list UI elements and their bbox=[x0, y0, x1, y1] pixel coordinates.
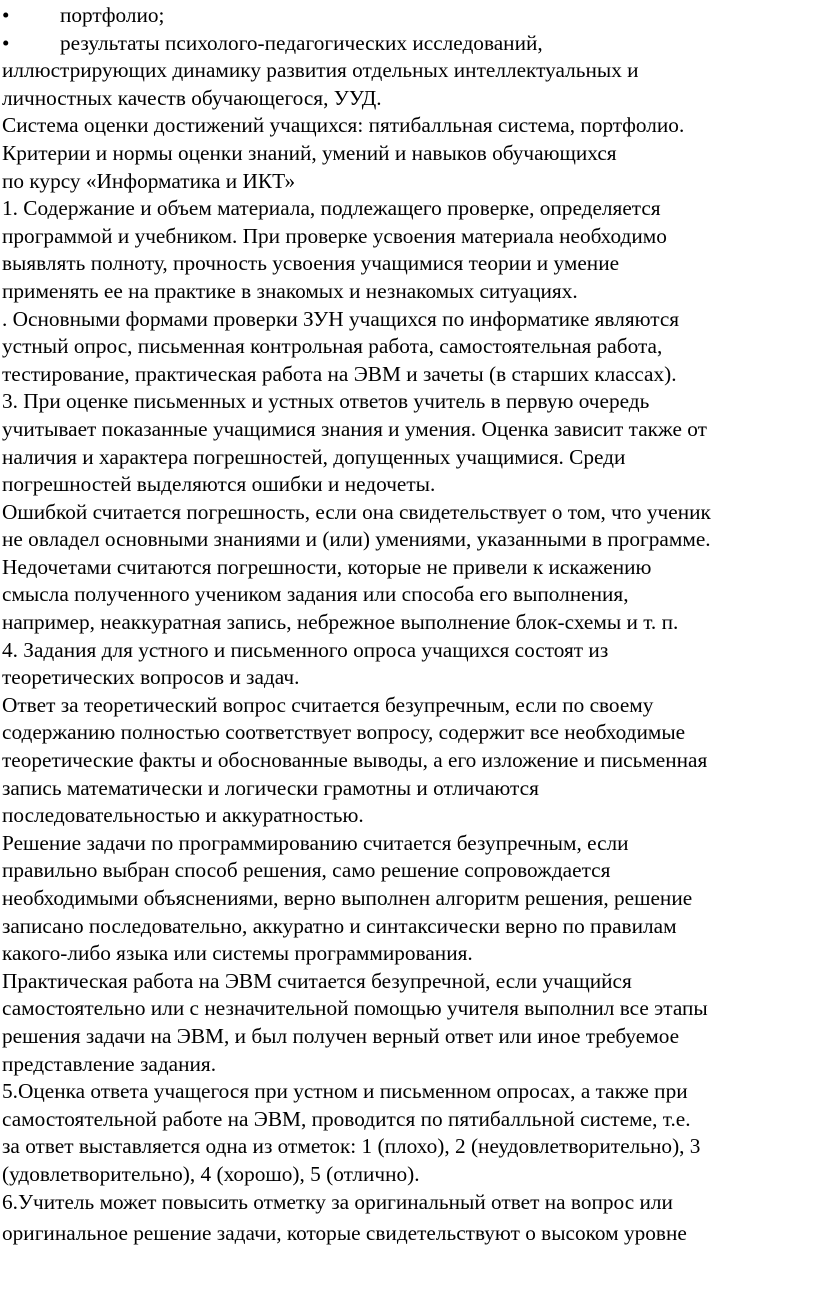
text-line: Недочетами считаются погрешности, которые не привели к искажению bbox=[2, 554, 652, 579]
bullet-item bbox=[0, 30, 816, 58]
text-line: решения задачи на ЭВМ, и был получен верный ответ или иное требуемое bbox=[2, 1023, 680, 1048]
document-body bbox=[0, 57, 816, 1216]
text-line: учитывает показанные учащимися знания и умения. Оценка зависит также от bbox=[2, 416, 707, 441]
text-line: записано последовательно, аккуратно и синтаксически верно по правилам bbox=[2, 913, 677, 938]
text-line: 3. При оценке письменных и устных ответов учитель в первую очередь bbox=[2, 389, 650, 414]
text-line: личностных качеств обучающегося, УУД. bbox=[2, 85, 382, 110]
text-line: Ответ за теоретический вопрос считается безупречным, если по своему bbox=[2, 692, 654, 717]
text-line: теоретических вопросов и задач. bbox=[2, 665, 300, 690]
text-line: какого-либо языка или системы программирования. bbox=[2, 941, 473, 966]
text-line: наличия и характера погрешностей, допущенных учащимися. Среди bbox=[2, 444, 626, 469]
text-line: применять ее на практике в знакомых и незнакомых ситуациях. bbox=[2, 278, 578, 303]
bullet-item bbox=[0, 2, 816, 30]
text-line: 4. Задания для устного и письменного опроса учащихся состоят из bbox=[2, 637, 609, 662]
text-line: 1. Содержание и объем материала, подлежащего проверке, определяется bbox=[2, 196, 661, 221]
bullet-mark: • bbox=[2, 30, 10, 55]
text-line: выявлять полноту, прочность усвоения учащимися теории и умение bbox=[2, 251, 620, 276]
text-line: 5.Оценка ответа учащегося при устном и письменном опросах, а также при bbox=[2, 1079, 688, 1104]
text-line: программой и учебником. При проверке усвоения материала необходимо bbox=[2, 223, 667, 248]
text-line: Ошибкой считается погрешность, если она свидетельствует о том, что ученик bbox=[2, 499, 711, 524]
text-line: необходимыми объяснениями, верно выполнен алгоритм решения, решение bbox=[2, 886, 693, 910]
text-line: Система оценки достижений учащихся: пятибалльная система, портфолио. bbox=[2, 113, 685, 138]
bullet-mark: • bbox=[2, 3, 10, 27]
text-line: (удовлетворительно), 4 (хорошо), 5 (отлично). bbox=[2, 1161, 420, 1186]
text-line: по курсу «Информатика и ИКТ» bbox=[2, 168, 296, 193]
text-line: Критерии и нормы оценки знаний, умений и навыков обучающихся bbox=[2, 140, 617, 165]
text-line: . Основными формами проверки ЗУН учащихся по информатике являются bbox=[2, 306, 680, 331]
bullet-text: результаты психолого-педагогических исследований, bbox=[60, 30, 543, 55]
text-line: содержанию полностью соответствует вопросу, содержит все необходимые bbox=[2, 720, 686, 745]
text-line-last: оригинальное решение задачи, которые свидетельствуют о высоком уровне bbox=[2, 1221, 687, 1246]
text-line: последовательностью и аккуратностью. bbox=[2, 803, 364, 828]
text-line: теоретические факты и обоснованные выводы, а его изложение и письменная bbox=[2, 748, 708, 773]
text-line: самостоятельно или с незначительной помощью учителя выполнил все этапы bbox=[2, 996, 708, 1021]
text-line: погрешностей выделяются ошибки и недочеты. bbox=[2, 472, 436, 497]
text-line: запись математически и логически грамотны и отличаются bbox=[2, 775, 539, 800]
text-line: иллюстрирующих динамику развития отдельных интеллектуальных и bbox=[2, 58, 639, 83]
text-line: Практическая работа на ЭВМ считается безупречной, если учащийся bbox=[2, 968, 632, 993]
text-line: не овладел основными знаниями и (или) умениями, указанными в программе. bbox=[2, 527, 711, 552]
text-line: устный опрос, письменная контрольная работа, самостоятельная работа, bbox=[2, 334, 663, 359]
text-line: самостоятельной работе на ЭВМ, проводится по пятибалльной системе, т.е. bbox=[2, 1106, 691, 1131]
text-line: за ответ выставляется одна из отметок: 1 (плохо), 2 (неудовлетворительно), 3 bbox=[2, 1134, 701, 1159]
text-line: правильно выбран способ решения, само решение сопровождается bbox=[2, 858, 611, 883]
text-line: Решение задачи по программированию считается безупречным, если bbox=[2, 830, 629, 855]
text-line: тестирование, практическая работа на ЭВМ и зачеты (в старших классах). bbox=[2, 361, 677, 386]
text-line: представление задания. bbox=[2, 1051, 217, 1076]
bullet-text: портфолио; bbox=[60, 3, 165, 27]
text-line: смысла полученного учеником задания или способа его выполнения, bbox=[2, 582, 629, 607]
text-line: например, неаккуратная запись, небрежное выполнение блок-схемы и т. п. bbox=[2, 610, 679, 635]
text-line: 6.Учитель может повысить отметку за оригинальный ответ на вопрос или bbox=[2, 1189, 673, 1214]
